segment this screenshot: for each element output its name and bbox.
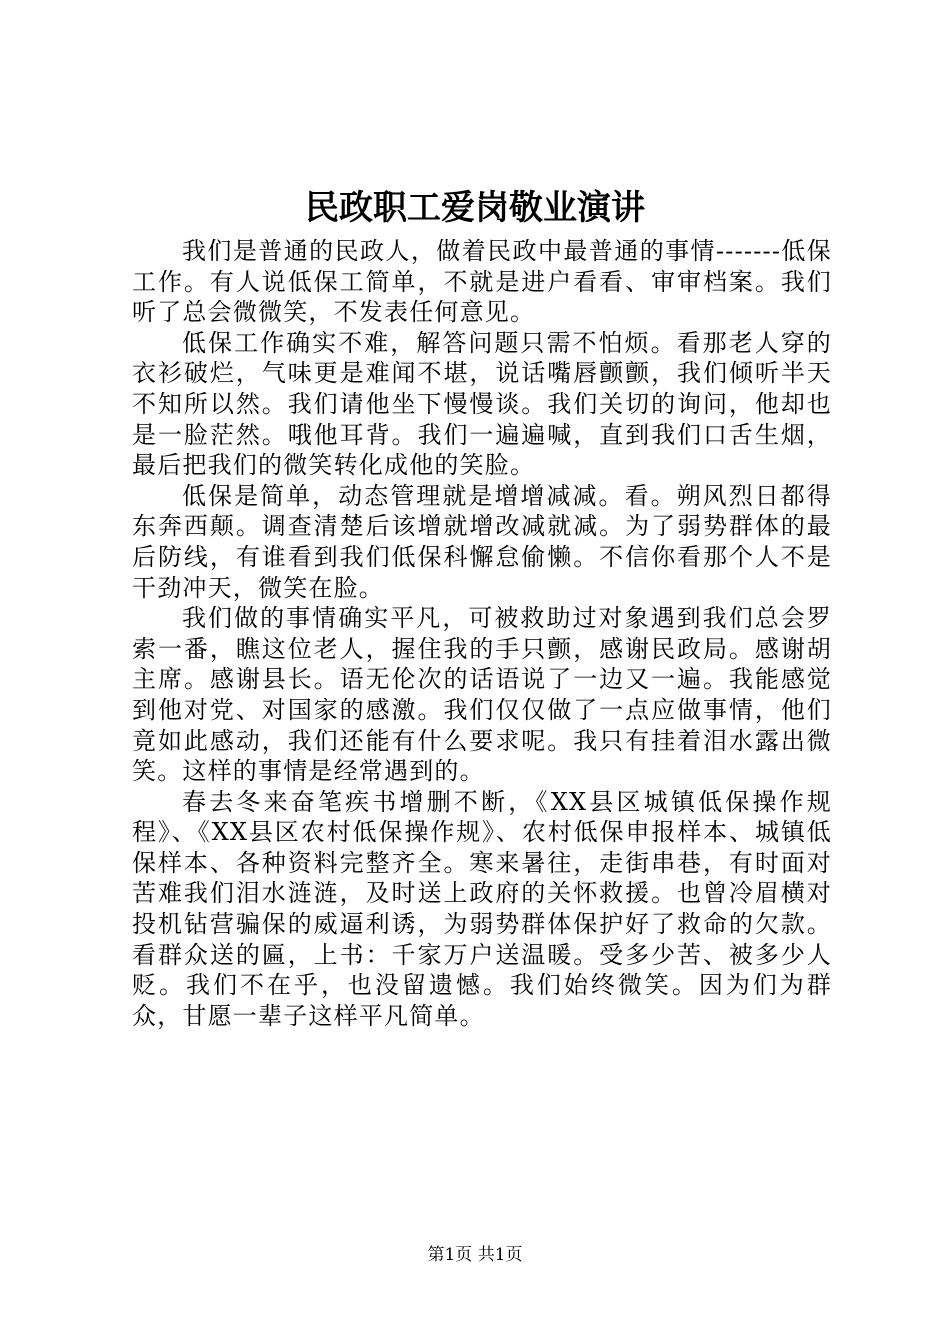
paragraph: 我们做的事情确实平凡，可被救助过对象遇到我们总会罗索一番，瞧这位老人，握住我的手只颤，感谢民政局。感谢胡主席。感谢县长。语无伦次的话语说了一边又一遍。我能感觉到他对党、对国家的感激。我们仅仅做了一点应做事情，他们竟如此感动，我们还能有什么要求呢。我只有挂着泪水露出微笑。这样的事情是经常遇到的。: [132, 604, 832, 786]
page-footer: 第1页 共1页: [427, 1245, 523, 1265]
paragraph: 低保是简单，动态管理就是增增减减。看。朔风烈日都得东奔西颠。调查清楚后该增就增改减就减。为了弱势群体的最后防线，有谁看到我们低保科懈怠偷懒。不信你看那个人不是干劲冲天，微笑在脸。: [132, 481, 832, 602]
document-body: [132, 236, 832, 1031]
paragraph: 我们是普通的民政人，做着民政中最普通的事情-------低保工作。有人说低保工简单，不就是进户看看、审审档案。我们听了总会微微笑，不发表任何意见。: [132, 237, 832, 327]
paragraph: 低保工作确实不难，解答问题只需不怕烦。看那老人穿的衣衫破烂，气味更是难闻不堪，说话嘴唇颤颤，我们倾听半天不知所以然。我们请他坐下慢慢谈。我们关切的询问，他却也是一脸茫然。哦他耳背。我们一遍遍喊，直到我们口舌生烟，最后把我们的微笑转化成他的笑脸。: [132, 328, 832, 480]
document-title: 民政职工爱岗敬业演讲: [305, 188, 645, 228]
paragraph: 春去冬来奋笔疾书增删不断，《XX县区城镇低保操作规程》、《XX县区农村低保操作规》、农村低保申报样本、城镇低保样本、各种资料完整齐全。寒来暑往，走街串巷，有时面对苦难我们泪水涟涟，及时送上政府的关怀救援。也曾冷眉横对投机钻营骗保的威逼利诱，为弱势群体保护好了救命的欠款。看群众送的匾，上书：千家万户送温暖。受多少苦、被多少人贬。我们不在乎，也没留遗憾。我们始终微笑。因为们为群众，甘愿一辈子这样平凡简单。: [132, 787, 832, 1030]
